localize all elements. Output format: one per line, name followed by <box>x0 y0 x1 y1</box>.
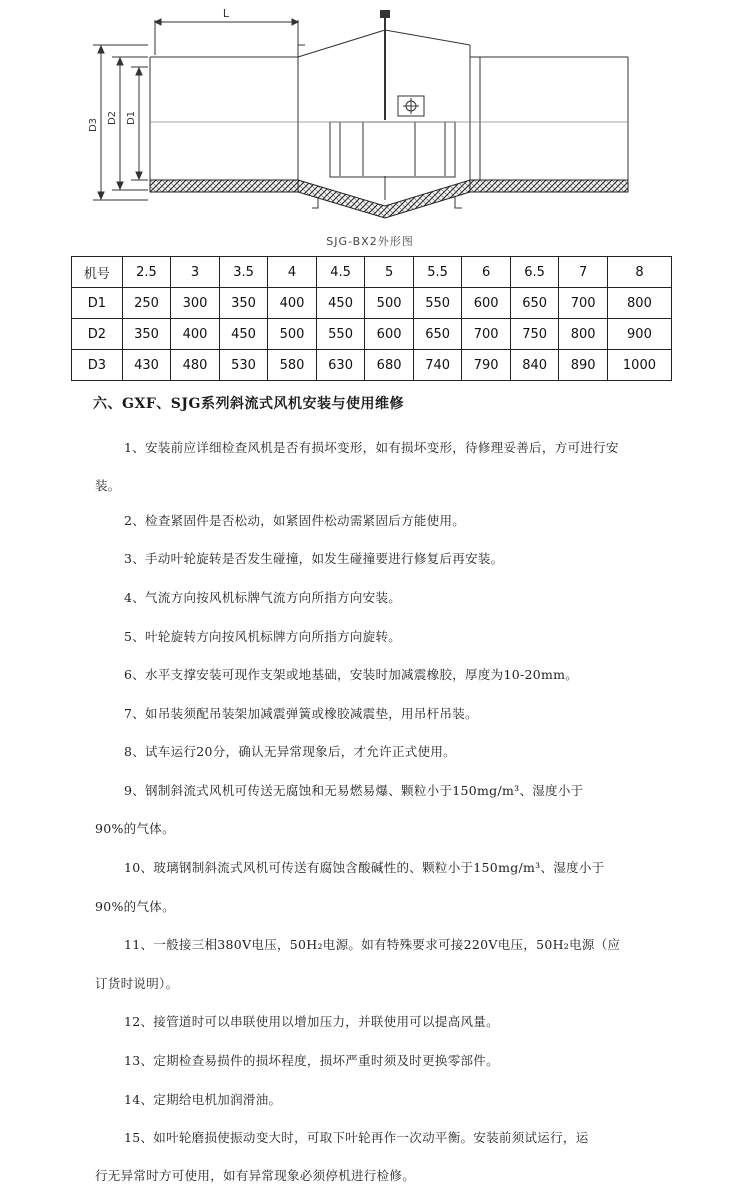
table-row <box>72 288 672 319</box>
header-cell: 6.5 <box>510 257 559 288</box>
fan-body <box>150 10 628 208</box>
header-cell: 5.5 <box>413 257 462 288</box>
table-row <box>72 350 672 381</box>
table-cell: 480 <box>171 350 220 381</box>
table-cell: 900 <box>607 319 671 350</box>
table-cell: 600 <box>462 288 511 319</box>
table-cell: 250 <box>122 288 171 319</box>
table-header-row <box>72 257 672 288</box>
table-cell: 1000 <box>607 350 671 381</box>
dimension-l <box>155 19 298 55</box>
dimension-table <box>71 256 672 381</box>
row-label-cell: D1 <box>72 288 123 319</box>
instruction-line: 6、水平支撑安装可现作支架或地基础，安装时加减震橡胶，厚度为10-20mm。 <box>124 667 579 682</box>
table-cell: 750 <box>510 319 559 350</box>
table-cell: 600 <box>365 319 414 350</box>
instruction-line: 3、手动叶轮旋转是否发生碰撞，如发生碰撞要进行修复后再安装。 <box>124 551 504 566</box>
instruction-line: 11、一般接三相380V电压，50H₂电源。如有特殊要求可接220V电压，50H₂电源（应 <box>124 937 621 952</box>
hatched-shell <box>150 180 628 218</box>
table-cell: 300 <box>171 288 220 319</box>
table-cell: 740 <box>413 350 462 381</box>
table-cell: 400 <box>171 319 220 350</box>
table-cell: 530 <box>219 350 268 381</box>
table-cell: 700 <box>462 319 511 350</box>
table-cell: 400 <box>268 288 317 319</box>
table-cell: 500 <box>365 288 414 319</box>
table-cell: 430 <box>122 350 171 381</box>
instruction-line: 2、检查紧固件是否松动，如紧固件松动需紧固后方能使用。 <box>124 513 466 528</box>
header-cell: 5 <box>365 257 414 288</box>
instruction-line: 15、如叶轮磨损使振动变大时，可取下叶轮再作一次动平衡。安装前须试运行，运 <box>124 1130 589 1145</box>
header-cell: 4 <box>268 257 317 288</box>
instruction-line: 8、试车运行20分，确认无异常现象后，才允许正式使用。 <box>124 744 456 759</box>
table-row <box>72 319 672 350</box>
header-cell: 2.5 <box>122 257 171 288</box>
table-cell: 790 <box>462 350 511 381</box>
dim-label-d3: D3 <box>88 117 99 133</box>
instruction-line: 7、如吊装须配吊装架加减震弹簧或橡胶减震垫，用吊杆吊装。 <box>124 706 478 721</box>
instruction-line: 14、定期给电机加润滑油。 <box>124 1092 282 1107</box>
instruction-line: 10、玻璃钢制斜流式风机可传送有腐蚀含酸碱性的、颗粒小于150mg/m³、湿度小于 <box>124 860 605 875</box>
table-cell: 700 <box>559 288 608 319</box>
table-cell: 650 <box>413 319 462 350</box>
header-cell: 8 <box>607 257 671 288</box>
table-cell: 550 <box>413 288 462 319</box>
instruction-line: 13、定期检查易损件的损坏程度，损坏严重时须及时更换零部件。 <box>124 1053 499 1068</box>
instruction-line: 90%的气体。 <box>95 899 175 914</box>
table-cell: 630 <box>316 350 365 381</box>
table-cell: 550 <box>316 319 365 350</box>
section-title: 六、GXF、SJG系列斜流式风机安装与使用维修 <box>93 396 404 412</box>
instruction-line: 行无异常时方可使用，如有异常现象必须停机进行检修。 <box>95 1168 416 1183</box>
table-cell: 350 <box>219 288 268 319</box>
table-cell: 840 <box>510 350 559 381</box>
table-cell: 450 <box>219 319 268 350</box>
table-cell: 350 <box>122 319 171 350</box>
instruction-line: 订货时说明）。 <box>95 976 179 991</box>
table-cell: 450 <box>316 288 365 319</box>
table-cell: 890 <box>559 350 608 381</box>
dim-label-l: L <box>222 7 230 20</box>
table-cell: 680 <box>365 350 414 381</box>
header-cell: 3 <box>171 257 220 288</box>
dim-label-d1: D1 <box>126 110 137 126</box>
fan-outline-drawing <box>0 0 740 252</box>
header-cell: 机号 <box>72 257 123 288</box>
instruction-line: 90%的气体。 <box>95 821 175 836</box>
header-cell: 4.5 <box>316 257 365 288</box>
row-label-cell: D2 <box>72 319 123 350</box>
shaft-flag <box>380 10 390 18</box>
table-cell: 500 <box>268 319 317 350</box>
instruction-line: 12、接管道时可以串联使用以增加压力，并联使用可以提高风量。 <box>124 1014 499 1029</box>
row-label-cell: D3 <box>72 350 123 381</box>
table-cell: 800 <box>607 288 671 319</box>
instruction-line: 装。 <box>95 478 121 493</box>
instruction-line: 5、叶轮旋转方向按风机标牌方向所指方向旋转。 <box>124 629 402 644</box>
instruction-line: 9、钢制斜流式风机可传送无腐蚀和无易燃易爆、颗粒小于150mg/m³、湿度小于 <box>124 783 584 798</box>
table-cell: 580 <box>268 350 317 381</box>
header-cell: 7 <box>559 257 608 288</box>
dim-label-d2: D2 <box>107 110 118 126</box>
instruction-line: 1、安装前应详细检查风机是否有损坏变形，如有损坏变形，待修理妥善后，方可进行安 <box>124 440 619 455</box>
header-cell: 6 <box>462 257 511 288</box>
table-cell: 800 <box>559 319 608 350</box>
header-cell: 3.5 <box>219 257 268 288</box>
drawing-caption: SJG-BX2外形图 <box>326 235 414 248</box>
instruction-line: 4、气流方向按风机标牌气流方向所指方向安装。 <box>124 590 402 605</box>
table-cell: 650 <box>510 288 559 319</box>
